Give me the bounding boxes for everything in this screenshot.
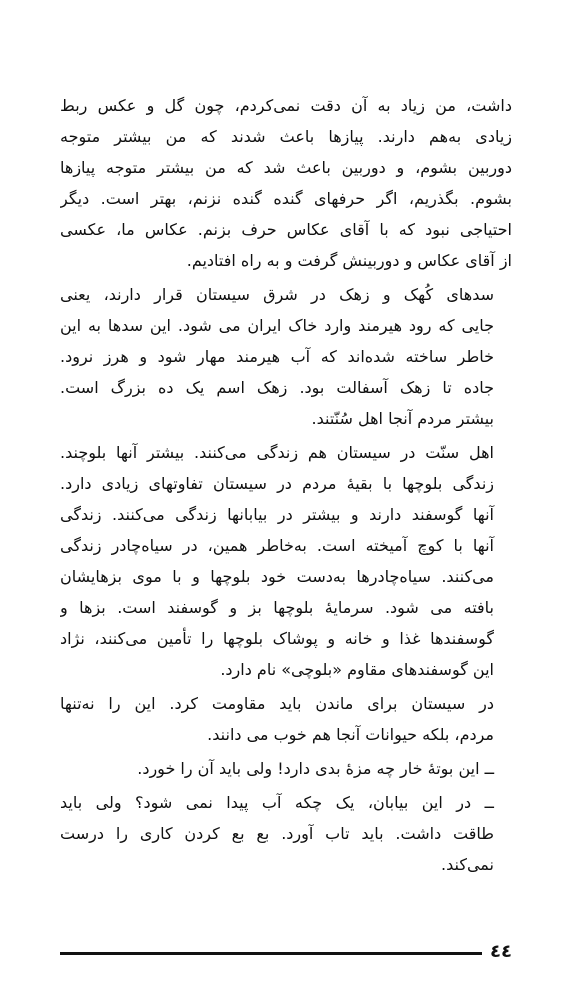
text-line: زندگی بلوچها با بقیهٔ مردم در سیستان تفاوتهای زیادی دارد. xyxy=(60,474,494,493)
text-line: نمی‌کند. xyxy=(441,855,494,874)
text-body xyxy=(60,90,512,880)
text-line: احتیاجی نبود که با آقای عکاس حرف بزنم. عکاس ما، عکسی xyxy=(60,220,512,239)
text-line: از آقای عکاس و دوربینش گرفت و به راه افتادیم. xyxy=(186,251,512,270)
text-line: ــ در این بیابان، یک چکه آب پیدا نمی شود؟ ولی باید xyxy=(60,793,494,812)
paragraph xyxy=(60,688,512,750)
text-line: ــ این بوتهٔ خار چه مزهٔ بدی دارد! ولی باید آن را خورد. xyxy=(137,759,494,778)
text-line: در سیستان برای ماندن باید مقاومت کرد. این را نه‌تنها xyxy=(60,694,494,713)
text-line: آنها گوسفند دارند و بیشتر در بیابانها زندگی می‌کنند. زندگی xyxy=(60,505,494,524)
text-line: جایی که رود هیرمند وارد خاک ایران می شود. این سدها به این xyxy=(60,316,494,335)
text-line: مردم، بلکه حیوانات آنجا هم خوب می دانند. xyxy=(207,725,494,744)
text-line: بافته می شود. سرمایهٔ بلوچها بز و گوسفند است. بزها و xyxy=(60,598,494,617)
text-line: بیشتر مردم آنجا اهل سُنّتند. xyxy=(311,409,494,428)
text-line: خاطر ساخته شده‌اند که آب هیرمند مهار شود و هرز نرود. xyxy=(60,347,494,366)
text-line: آنها با کوچ آمیخته است. به‌خاطر همین، در سیاه‌چادر زندگی xyxy=(60,536,494,555)
text-line: گوسفندها غذا و خانه و پوشاک بلوچها را تأمین می‌کنند، نژاد xyxy=(60,629,494,648)
text-line: بشوم. بگذریم، اگر حرفهای گنده گنده نزنم، بهتر است. دیگر xyxy=(60,189,512,208)
text-line: سدهای کُهک و زهک در شرق سیستان قرار دارند، یعنی xyxy=(60,285,494,304)
paragraph xyxy=(60,787,512,880)
page-footer xyxy=(60,940,512,964)
text-line: جاده تا زهک آسفالت بود. زهک اسم یک ده بزرگ است. xyxy=(60,378,494,397)
paragraph xyxy=(60,90,512,276)
page-number: ٤٤ xyxy=(490,941,512,962)
paragraph xyxy=(60,279,512,434)
paragraph xyxy=(60,753,512,784)
text-line: دوربین بشوم، و دوربین باعث شد که من بیشتر متوجه پیازها xyxy=(60,158,512,177)
text-line: زیادی به‌هم دارند. پیازها باعث شدند که من بیشتر متوجه xyxy=(60,127,512,146)
text-line: طاقت داشت. باید تاب آورد. بع بع کردن کاری را درست xyxy=(60,824,494,843)
text-line: این گوسفندهای مقاوم «بلوچی» نام دارد. xyxy=(220,660,494,679)
text-line: داشت، من زیاد به آن دقت نمی‌کردم، چون گل و عکس ربط xyxy=(60,96,512,115)
paragraph xyxy=(60,437,512,685)
text-line: اهل سنّت در سیستان هم زندگی می‌کنند. بیشتر آنها بلوچند. xyxy=(60,443,494,462)
text-line: می‌کنند. سیاه‌چادرها به‌دست خود بلوچها و با موی بزهایشان xyxy=(60,567,494,586)
footer-rule xyxy=(60,952,482,955)
